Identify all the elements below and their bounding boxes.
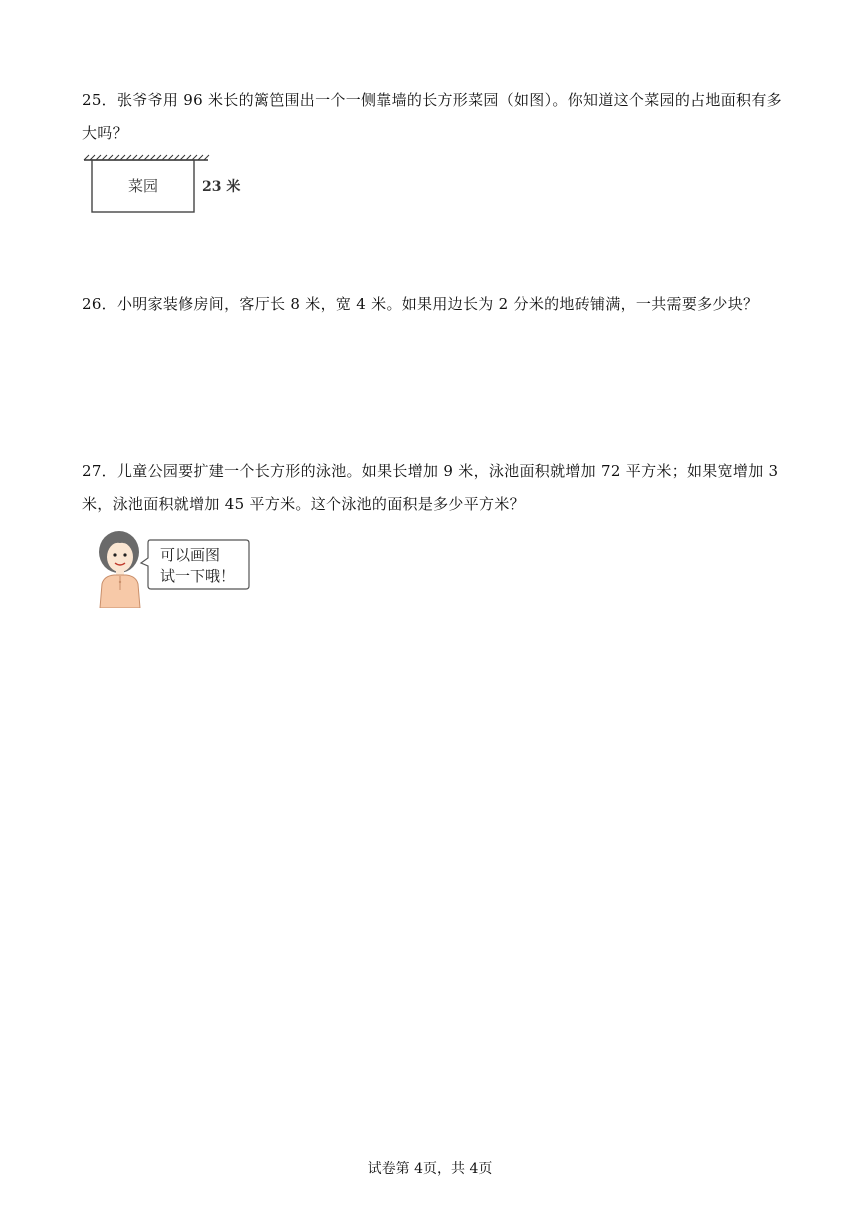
question-25: 25．张爷爷用 96 米长的篱笆围出一个一侧靠墙的长方形菜园（如图）。你知道这个菜园的占地面积有多大吗？ (82, 91, 782, 142)
vegetable-garden-figure (82, 154, 252, 216)
question-27: 27．儿童公园要扩建一个长方形的泳池。如果长增加 9 米，泳池面积就增加 72 平方米；如果宽增加 3 米，泳池面积就增加 45 平方米。这个泳池的面积是多少平方米？ (82, 462, 779, 513)
bubble-text-line2: 试一下哦！ (160, 567, 236, 585)
page-footer: 试卷第 4页，共 4页 (367, 1161, 493, 1177)
girl-hint-illustration (96, 530, 256, 608)
bubble-text-line1: 可以画图 (160, 546, 221, 564)
garden-label: 菜园 (127, 177, 159, 195)
garden-width-label: 23 米 (202, 179, 241, 195)
question-26: 26．小明家装修房间，客厅长 8 米，宽 4 米。如果用边长为 2 分米的地砖铺满，一共需要多少块？ (82, 295, 759, 313)
